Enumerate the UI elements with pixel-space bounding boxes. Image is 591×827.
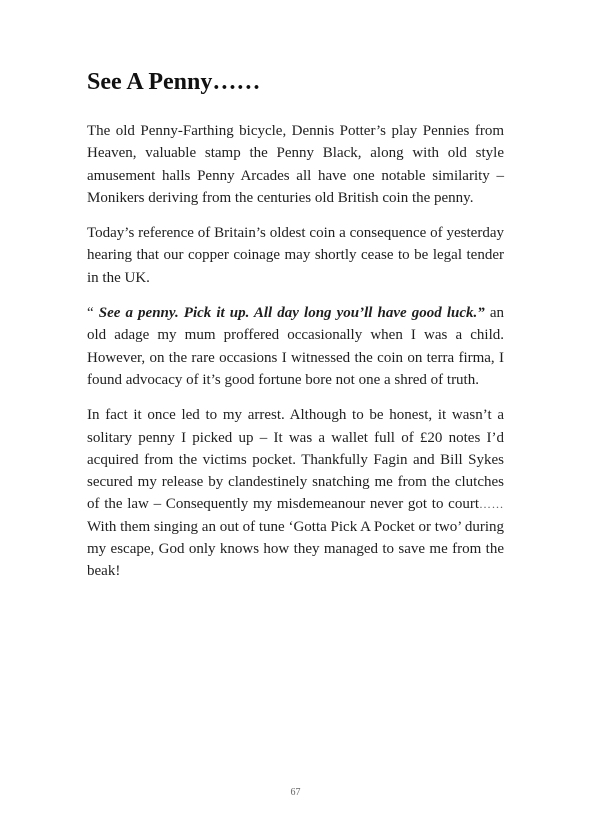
page-number: 67: [290, 787, 301, 798]
paragraph-3-text: an old adage my mum proffered occasionally when I was a child. However, on the rare occasions I witnessed the coin on terra firma, I found advocacy of it’s good fortune bore not one a shred of truth.: [87, 305, 504, 388]
paragraph-1: The old Penny-Farthing bicycle, Dennis Potter’s play Pennies from Heaven, valuable stamp the Penny Black, along with old style amusement halls Penny Arcades all have one notable similarity – Monikers deriving from the centuries old British coin the penny.: [87, 123, 504, 206]
article-body: [87, 120, 504, 596]
paragraph-2: Today’s reference of Britain’s oldest coin a consequence of yesterday hearing that our copper coinage may shortly cease to be legal tender in the UK.: [87, 225, 504, 286]
adage-quote: See a penny. Pick it up. All day long you’ll have good luck.”: [98, 305, 485, 322]
ellipsis: ……: [479, 497, 504, 512]
paragraph-4: [87, 404, 504, 582]
paragraph-4-text-start: In fact it once led to my arrest. Although to be honest, it wasn’t a solitary penny I picked up – It was a wallet full of £20 notes I’d acquired from the victims pocket. Thankfully Fagin and Bill Sykes secured my release by clandestinely snatching me from the clutches of the law – Consequently my misdemeanour never got to court: [87, 407, 504, 513]
paragraph-3: [87, 302, 504, 391]
page-title: See A Penny……: [87, 69, 261, 95]
open-quote-mark: “: [87, 305, 99, 322]
paragraph-4-text-end: With them singing an out of tune ‘Gotta Pick A Pocket or two’ during my escape, God only knows how they managed to save me from the beak!: [87, 518, 504, 580]
